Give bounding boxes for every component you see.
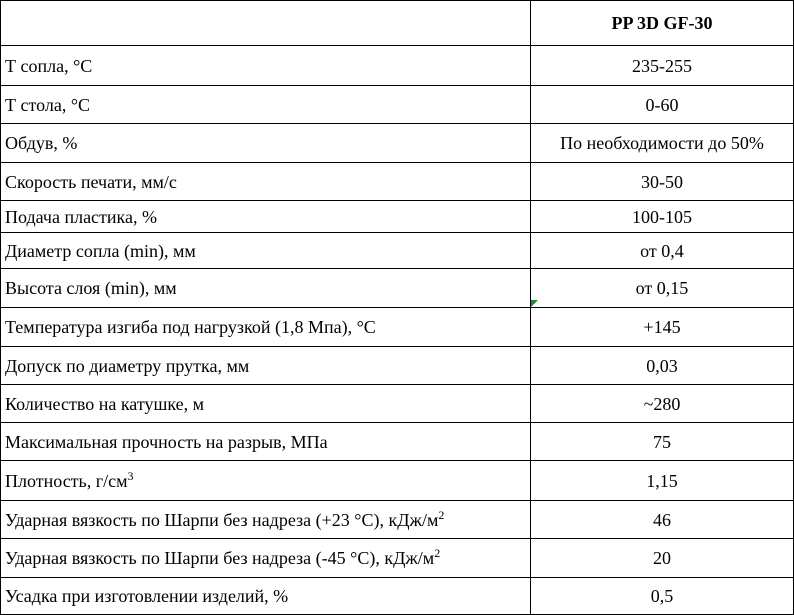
header-label-cell — [1, 1, 531, 46]
property-label-text: Т стола, °С — [5, 94, 91, 115]
property-label-text: Обдув, % — [5, 133, 78, 153]
property-label — [1, 501, 531, 539]
unit-superscript: 3 — [127, 468, 134, 483]
property-label — [1, 578, 531, 615]
property-label-text: Диаметр сопла (min), мм — [5, 240, 196, 261]
table-row — [1, 233, 794, 269]
property-label — [1, 86, 531, 124]
property-value: 46 — [531, 501, 794, 539]
property-label — [1, 269, 531, 308]
property-label-text: Усадка при изготовлении изделий, % — [5, 586, 289, 606]
property-label-text: Т сопла, °С — [5, 55, 93, 76]
table-row — [1, 461, 794, 501]
header-row — [1, 1, 794, 46]
property-label — [1, 124, 531, 163]
table-row — [1, 46, 794, 86]
table-row — [1, 501, 794, 539]
property-value: По необходимости до 50% — [531, 124, 794, 163]
table-row — [1, 201, 794, 233]
table-row — [1, 86, 794, 124]
specs-table-body — [1, 1, 794, 615]
property-value: 30-50 — [531, 163, 794, 201]
table-row — [1, 578, 794, 615]
property-value: 0,5 — [531, 578, 794, 615]
property-label-text: Температура изгиба под нагрузкой (1,8 Мпа), °С — [5, 317, 376, 337]
property-label — [1, 308, 531, 347]
property-label-text: Высота слоя (min), мм — [5, 278, 177, 298]
property-label-text: Ударная вязкость по Шарпи без надреза (+23 °С), кДж/м — [5, 509, 439, 530]
table-row — [1, 385, 794, 423]
property-value: ~280 — [531, 385, 794, 423]
property-value: 0-60 — [531, 86, 794, 124]
property-value: 1,15 — [531, 461, 794, 501]
property-value: 20 — [531, 539, 794, 578]
table-row — [1, 163, 794, 201]
property-label-text: Ударная вязкость по Шарпи без надреза (-45 °С), кДж/м — [5, 548, 435, 568]
property-value: от 0,15 — [531, 269, 794, 308]
property-label — [1, 461, 531, 501]
property-label-text: Скорость печати, мм/с — [5, 171, 177, 192]
property-value: 100-105 — [531, 201, 794, 233]
table-row — [1, 308, 794, 347]
property-value: от 0,4 — [531, 233, 794, 269]
product-name-header: PP 3D GF-30 — [531, 1, 794, 46]
property-label-text: Максимальная прочность на разрыв, МПа — [5, 431, 328, 452]
property-label — [1, 201, 531, 233]
table-row — [1, 347, 794, 385]
table-row — [1, 269, 794, 308]
property-label — [1, 539, 531, 578]
property-label — [1, 423, 531, 461]
table-row — [1, 124, 794, 163]
property-label-text: Количество на катушке, м — [5, 393, 204, 414]
property-label — [1, 385, 531, 423]
property-value: +145 — [531, 308, 794, 347]
property-value: 235-255 — [531, 46, 794, 86]
property-label — [1, 163, 531, 201]
property-value: 75 — [531, 423, 794, 461]
table-row — [1, 539, 794, 578]
property-label-text: Плотность, г/см — [5, 470, 128, 491]
property-label-text: Подача пластика, % — [5, 206, 157, 227]
cell-comment-marker — [531, 300, 538, 307]
unit-superscript: 2 — [438, 507, 445, 522]
unit-superscript: 2 — [434, 546, 441, 560]
property-label — [1, 347, 531, 385]
property-label-text: Допуск по диаметру прутка, мм — [5, 355, 250, 376]
table-row — [1, 423, 794, 461]
property-label — [1, 46, 531, 86]
property-label — [1, 233, 531, 269]
property-value: 0,03 — [531, 347, 794, 385]
